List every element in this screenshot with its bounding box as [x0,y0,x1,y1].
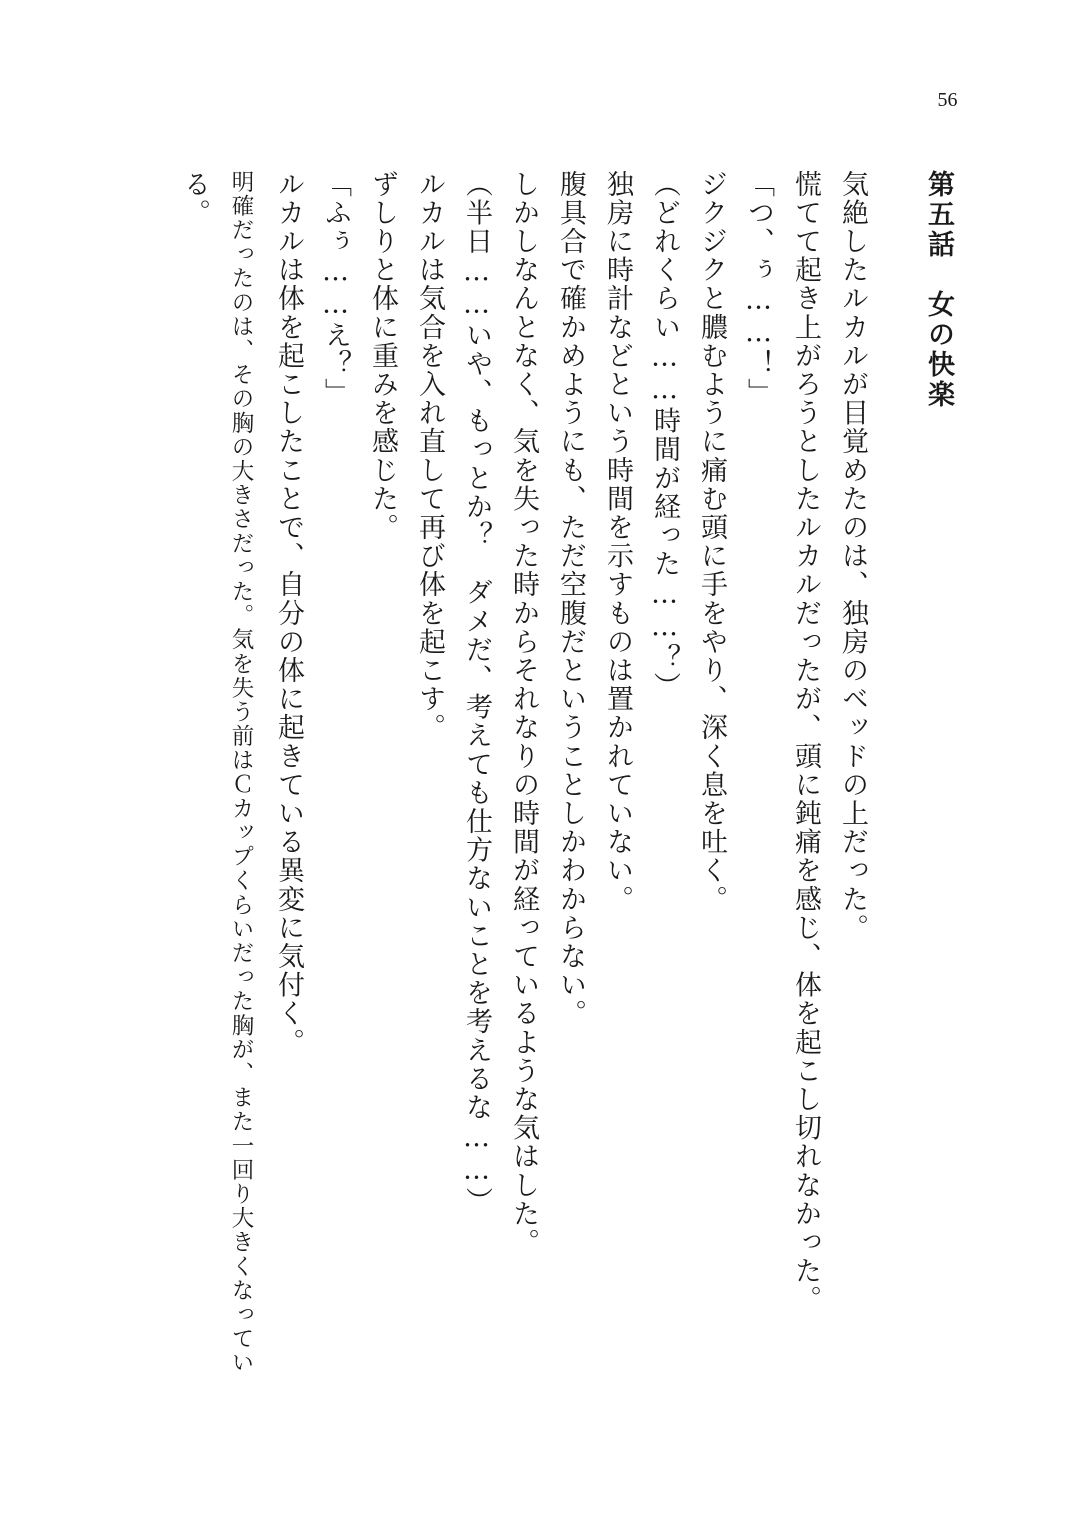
text-column: 「つ、ぅ……！」 [743,170,774,407]
text-column: ルカルは気合を入れ直して再び体を起こす。 [414,170,445,742]
text-column: 明確だったのは、その胸の大きさだった。気を失う前はＣカップくらいだった胸が、また一回り大きくなってい [228,170,254,1375]
page-number: 56 [937,89,958,111]
text-column: 「ふぅ……え？」 [320,170,351,407]
text-column: ジクジクと膿むように痛む頭に手をやり、深く息を吐く。 [696,170,727,914]
text-column: 慌てて起き上がろうとしたルカルだったが、頭に鈍痛を感じ、体を起こし切れなかった。 [790,170,821,1314]
text-column: 独房に時計などという時間を示すものは置かれていない。 [602,170,633,914]
text-column: （どれくらい……時間が経った……？） [649,170,680,701]
text-column: ルカルは体を起こしたことで、自分の体に起きている異変に気付く。 [273,170,304,1057]
text-column: しかしなんとなく、気を失った時からそれなりの時間が経っているような気はした。 [508,170,539,1257]
text-column: 腹具合で確かめようにも、ただ空腹だということしかわからない。 [555,170,586,1028]
text-column: ずしりと体に重みを感じた。 [367,170,398,542]
text-column: 気絶したルカルが目覚めたのは、独房のベッドの上だった。 [837,170,868,943]
text-column: （半日……いや、もっとか？ ダメだ、考えても仕方ないことを考えるな……） [461,170,492,1216]
chapter-title: 第五話 女の快楽 [923,170,954,410]
text-column: る。 [179,170,210,228]
